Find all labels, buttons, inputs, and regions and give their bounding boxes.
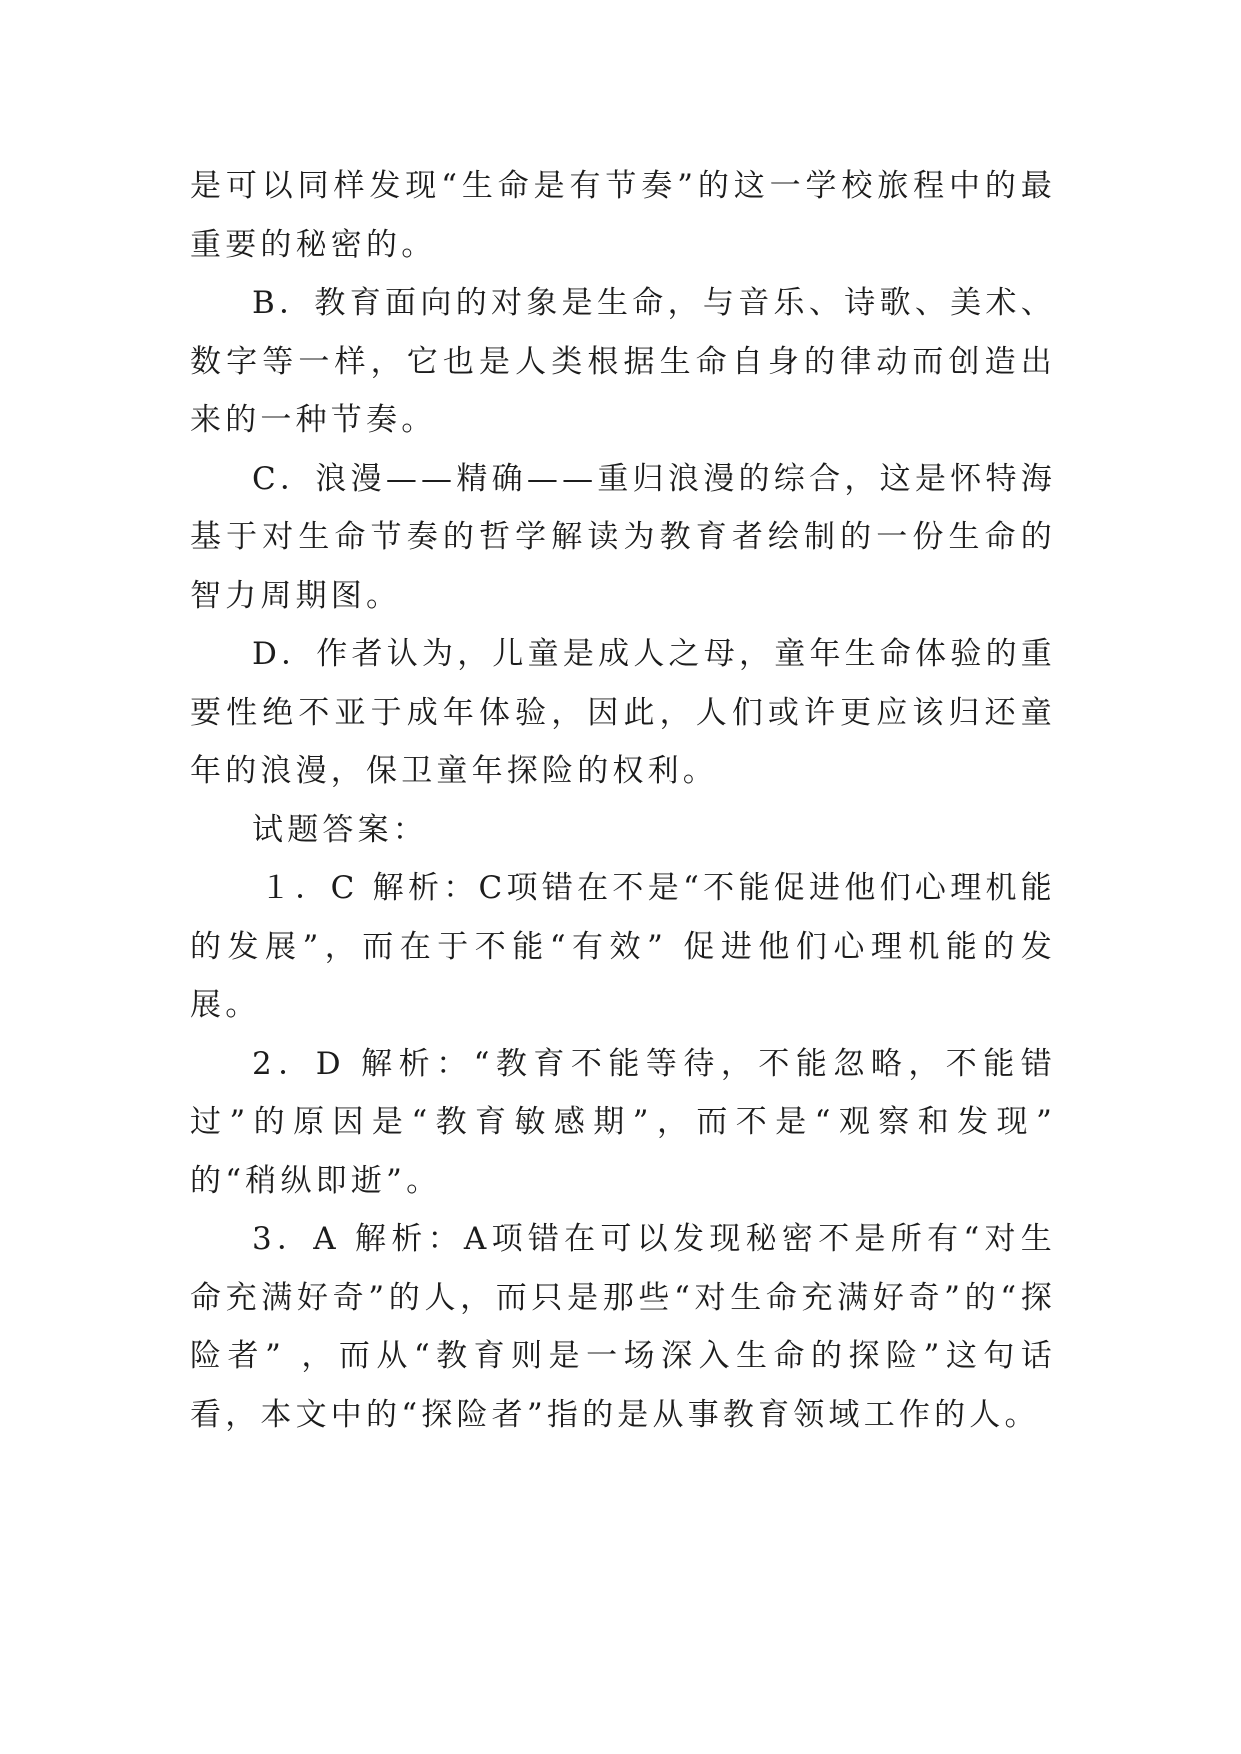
answers-heading: 试题答案：: [252, 811, 428, 848]
option-d-paragraph: D．作者认为，儿童是成人之母，童年生命体验的重要性绝不亚于成年体验，因此，人们或许更应该归还童年的浪漫，保卫童年探险的权利。: [190, 636, 1056, 789]
answer-3-paragraph: 3．A 解析：A项错在可以发现秘密不是所有“对生命充满好奇”的人，而只是那些“对生命充满好奇”的“探险者” ，而从“教育则是一场深入生命的探险”这句话看，本文中的“探险者”指的是从事教育领域工作的人。: [190, 1221, 1056, 1433]
document-body: [190, 157, 1056, 1444]
paragraph-continuation: 是可以同样发现“生命是有节奏”的这一学校旅程中的最重要的秘密的。: [190, 168, 1056, 263]
answer-2-paragraph: 2．D 解析：“教育不能等待，不能忽略，不能错过”的原因是“教育敏感期”，而不是“观察和发现” 的“稍纵即逝”。: [190, 1045, 1056, 1199]
option-c-paragraph: C．浪漫——精确——重归浪漫的综合，这是怀特海基于对生命节奏的哲学解读为教育者绘制的一份生命的智力周期图。: [190, 460, 1056, 614]
answer-1-paragraph: １．C 解析：C项错在不是“不能促进他们心理机能的发展”，而在于不能“有效” 促进他们心理机能的发展。: [190, 870, 1056, 1023]
option-b-paragraph: B．教育面向的对象是生命，与音乐、诗歌、美术、数字等一样，它也是人类根据生命自身的律动而创造出来的一种节奏。: [190, 285, 1056, 438]
